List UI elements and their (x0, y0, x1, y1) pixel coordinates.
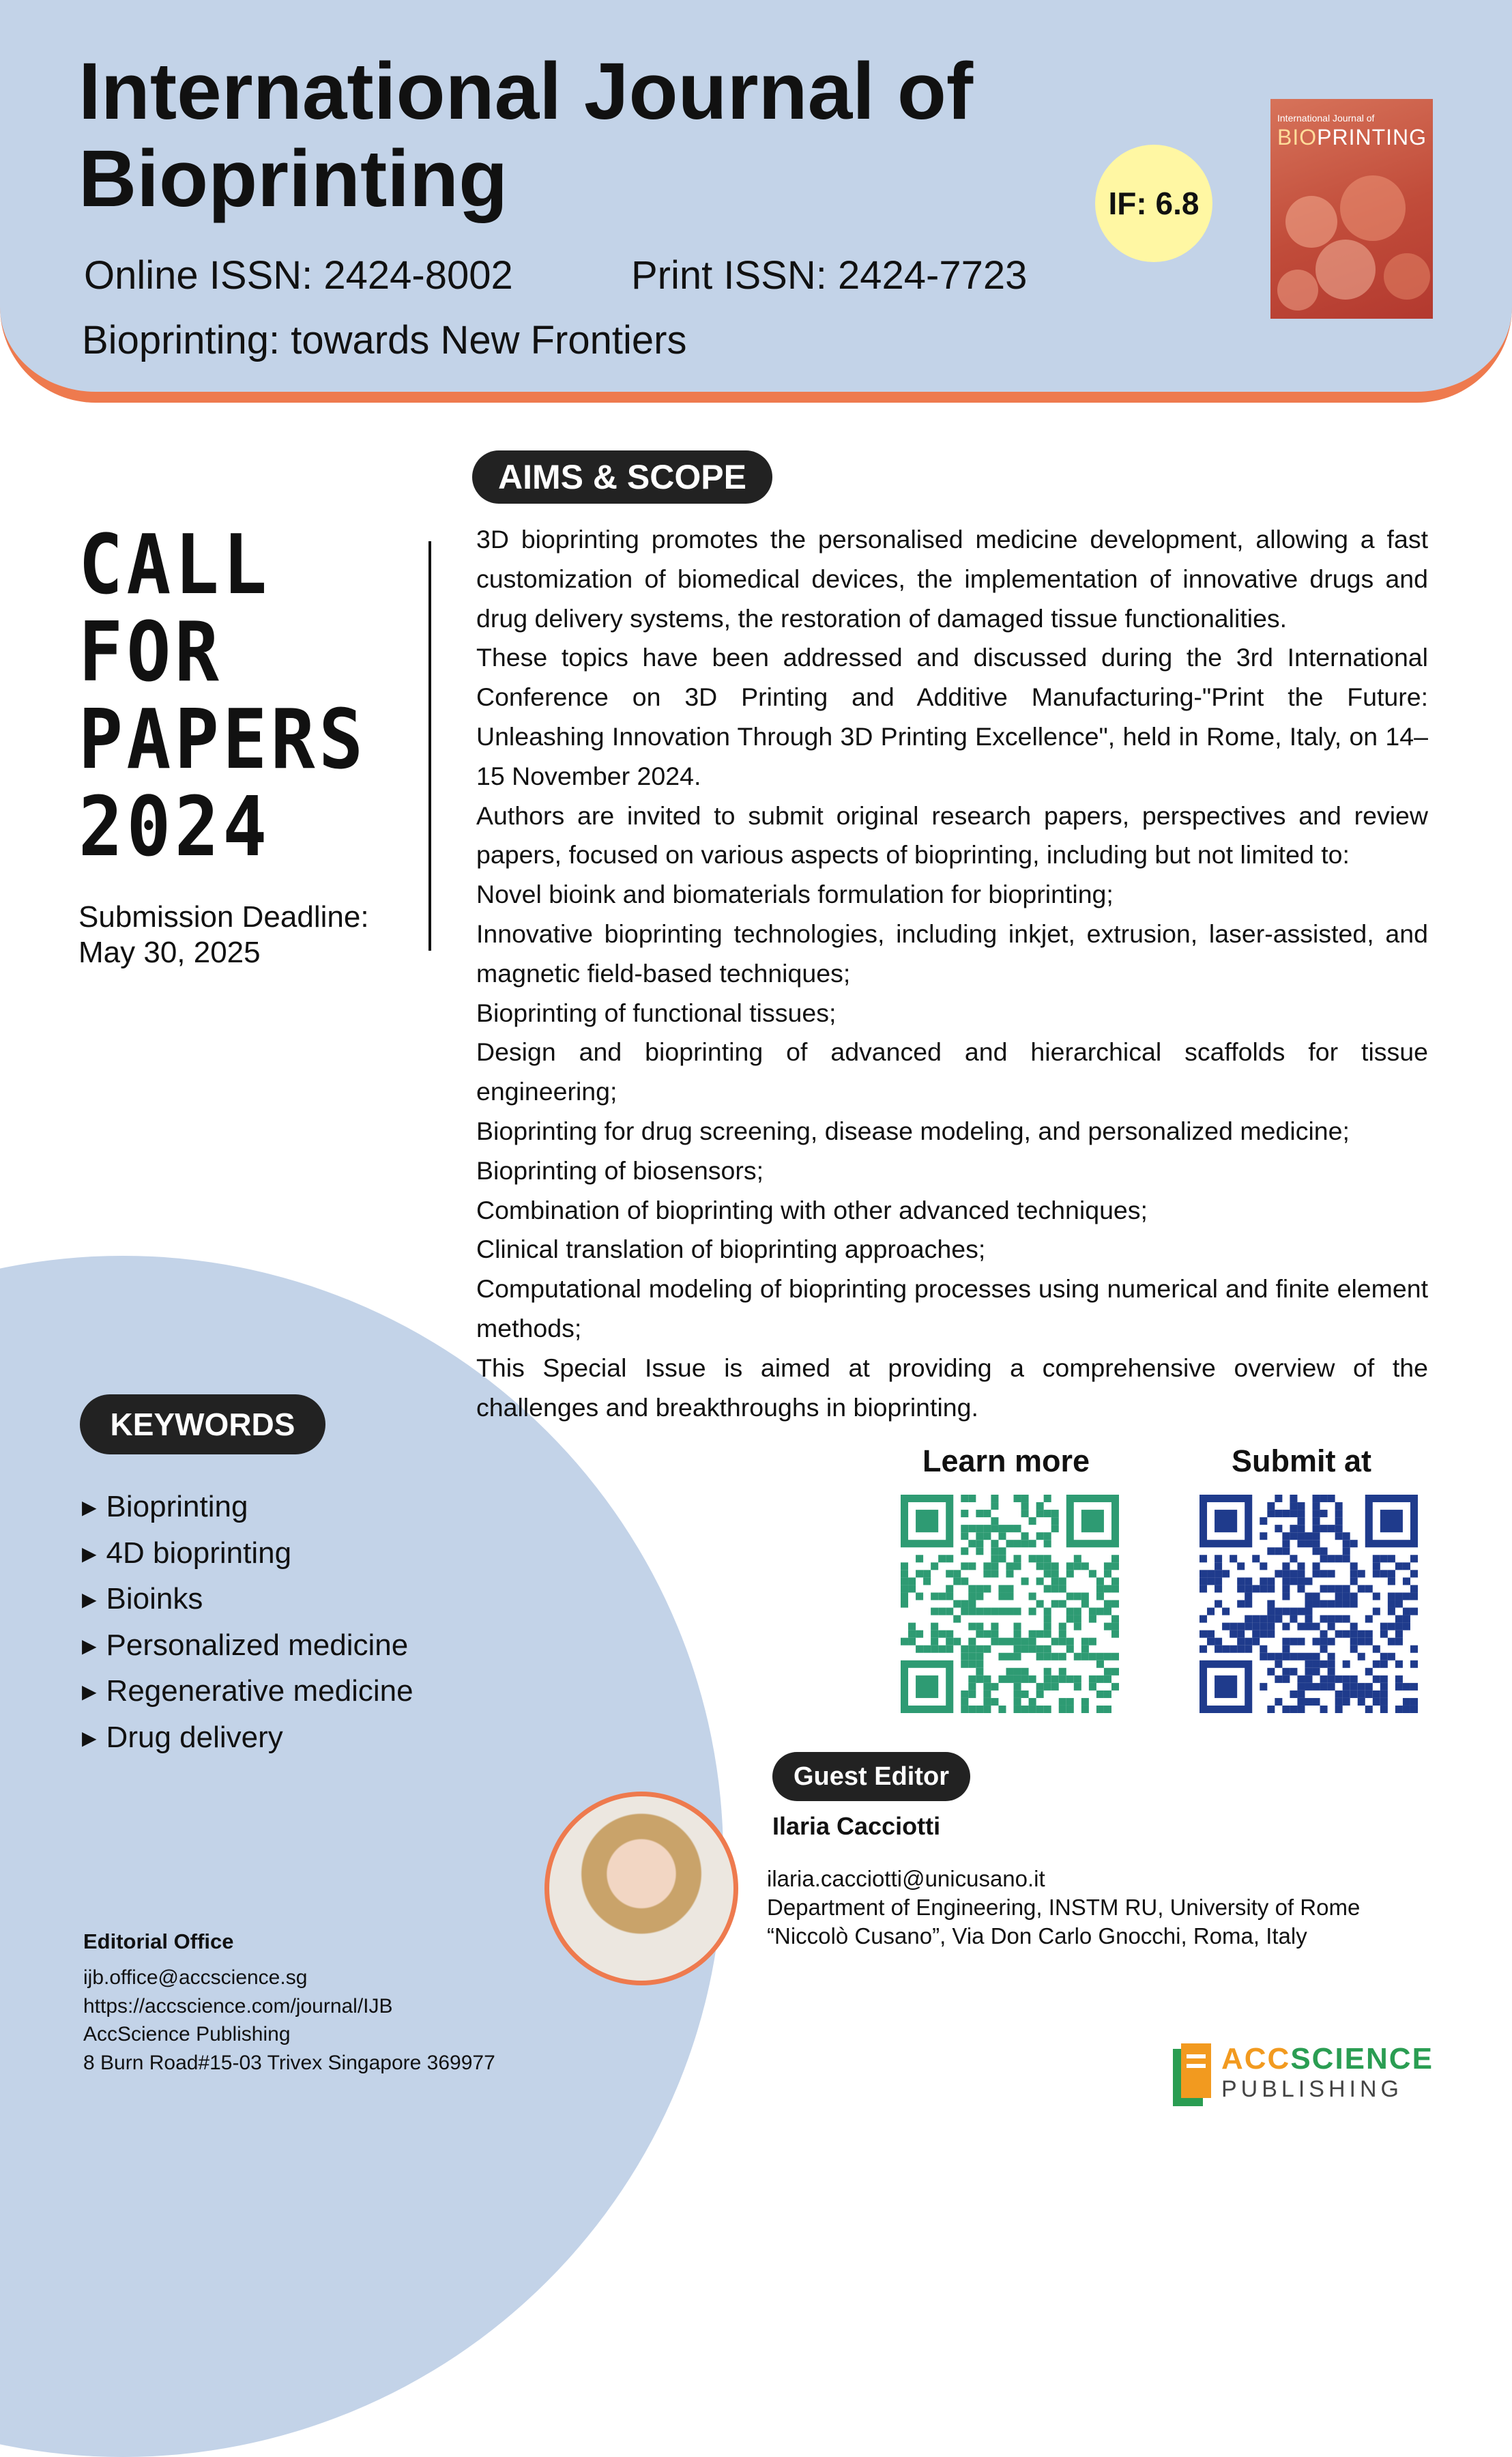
aims-paragraph: Bioprinting for drug screening, disease modeling, and personalized medicine; (476, 1116, 1350, 1145)
call-for-papers-title (78, 518, 373, 875)
header-band (0, 0, 1512, 403)
keyword-label: Regenerative medicine (106, 1674, 413, 1708)
aims-scope-heading: AIMS & SCOPE (472, 450, 772, 504)
print-issn: Print ISSN: 2424-7723 (631, 253, 1028, 298)
aims-paragraph: Bioprinting of biosensors; (476, 1155, 764, 1185)
logo-text-accscience (1221, 2042, 1434, 2076)
cover-brand (1277, 125, 1427, 150)
logo-text-publishing: PUBLISHING (1221, 2076, 1403, 2102)
guest-editor-email[interactable]: ilaria.cacciotti@unicusano.it (767, 1866, 1045, 1891)
aims-scope-text (476, 520, 1428, 1427)
editorial-office-details (83, 1964, 495, 2077)
triangle-bullet-icon: ▶ (82, 1542, 97, 1564)
logo-acc: ACC (1221, 2042, 1291, 2075)
aims-paragraph: Design and bioprinting of advanced and hierarchical scaffolds for tissue engineering; (476, 1037, 1428, 1106)
keyword-item (82, 1531, 413, 1577)
impact-factor-badge: IF: 6.8 (1095, 145, 1212, 262)
keyword-label: 4D bioprinting (106, 1536, 292, 1570)
triangle-bullet-icon: ▶ (82, 1497, 97, 1518)
aims-paragraph: Novel bioink and biomaterials formulation for bioprinting; (476, 880, 1114, 909)
office-publisher: AccScience Publishing (83, 2023, 291, 2045)
guest-editor-details (767, 1865, 1360, 1951)
aims-paragraph: Innovative bioprinting technologies, including inkjet, extrusion, laser-assisted, and magnetic field-based techniques; (476, 919, 1428, 988)
keyword-label: Personalized medicine (106, 1628, 409, 1662)
journal-cover-image (1270, 99, 1433, 319)
submit-at-label: Submit at (1232, 1443, 1372, 1478)
learn-more-label: Learn more (922, 1443, 1090, 1478)
office-address: 8 Burn Road#15-03 Trivex Singapore 369977 (83, 2051, 495, 2074)
keyword-label: Drug delivery (106, 1720, 283, 1754)
aims-paragraph: 3D bioprinting promotes the personalised medicine development, allowing a fast customization of biomedical devices, the implementation of innovative drugs and drug delivery systems, the restoration of damaged tissue functionalities. (476, 525, 1428, 633)
keywords-list (82, 1484, 413, 1761)
aims-paragraph: Combination of bioprinting with other advanced techniques; (476, 1195, 1148, 1224)
divider-line (428, 541, 431, 951)
cover-brand-bio: BIO (1277, 125, 1318, 149)
editorial-office-heading: Editorial Office (83, 1929, 234, 1953)
deadline-date: May 30, 2025 (78, 936, 261, 969)
guest-editor-affiliation: “Niccolò Cusano”, Via Don Carlo Gnocchi, Roma, Italy (767, 1923, 1307, 1949)
cfp-line: CALL (78, 518, 271, 613)
submission-deadline (78, 900, 369, 971)
keywords-heading: KEYWORDS (80, 1394, 325, 1454)
guest-editor-photo (544, 1792, 738, 1985)
submit-qr-code[interactable] (1200, 1495, 1418, 1713)
aims-paragraph: These topics have been addressed and discussed during the 3rd International Conference on 3D Printing and Additive Manufacturing-"Print the Future: Unleashing Innovation Through 3D Printing Excellence", held in Rome, Italy, on 14–15 November 2024. (476, 643, 1428, 790)
keyword-item (82, 1715, 413, 1762)
aims-paragraph: This Special Issue is aimed at providing a comprehensive overview of the challenges and breakthroughs in bioprinting. (476, 1353, 1428, 1422)
guest-editor-heading: Guest Editor (772, 1752, 970, 1801)
cfp-line: FOR (78, 605, 223, 700)
guest-editor-name: Ilaria Cacciotti (772, 1812, 941, 1840)
office-url[interactable]: https://accscience.com/journal/IJB (83, 1994, 393, 2017)
cfp-line: 2024 (78, 780, 271, 875)
triangle-bullet-icon: ▶ (82, 1589, 97, 1610)
aims-paragraph: Computational modeling of bioprinting processes using numerical and finite element methods; (476, 1274, 1428, 1342)
aims-paragraph: Clinical translation of bioprinting approaches; (476, 1235, 986, 1264)
journal-title: International Journal of Bioprinting (78, 46, 974, 224)
book-logo-icon (1170, 2042, 1214, 2108)
office-email[interactable]: ijb.office@accscience.sg (83, 1966, 308, 1989)
guest-editor-affiliation: Department of Engineering, INSTM RU, University of Rome (767, 1895, 1361, 1920)
logo-science: SCIENCE (1290, 2042, 1434, 2075)
tagline: Bioprinting: towards New Frontiers (82, 318, 687, 362)
aims-paragraph: Authors are invited to submit original research papers, perspectives and review papers, focused on various aspects of bioprinting, including but not limited to: (476, 801, 1428, 870)
keyword-item (82, 1484, 413, 1531)
triangle-bullet-icon: ▶ (82, 1635, 97, 1656)
learn-more-qr-code[interactable] (901, 1495, 1119, 1713)
cfp-line: PAPERS (78, 693, 367, 788)
cover-small-title: International Journal of (1277, 113, 1375, 124)
keyword-label: Bioprinting (106, 1490, 248, 1523)
cover-brand-printing: PRINTING (1317, 125, 1427, 149)
keyword-item (82, 1577, 413, 1623)
aims-paragraph: Bioprinting of functional tissues; (476, 998, 837, 1027)
online-issn: Online ISSN: 2424-8002 (84, 253, 513, 298)
triangle-bullet-icon: ▶ (82, 1727, 97, 1749)
keyword-label: Bioinks (106, 1582, 203, 1615)
deadline-label: Submission Deadline: (78, 900, 369, 934)
keyword-item (82, 1669, 413, 1715)
keyword-item (82, 1623, 413, 1669)
publisher-logo (1170, 2041, 1434, 2109)
triangle-bullet-icon: ▶ (82, 1681, 97, 1702)
